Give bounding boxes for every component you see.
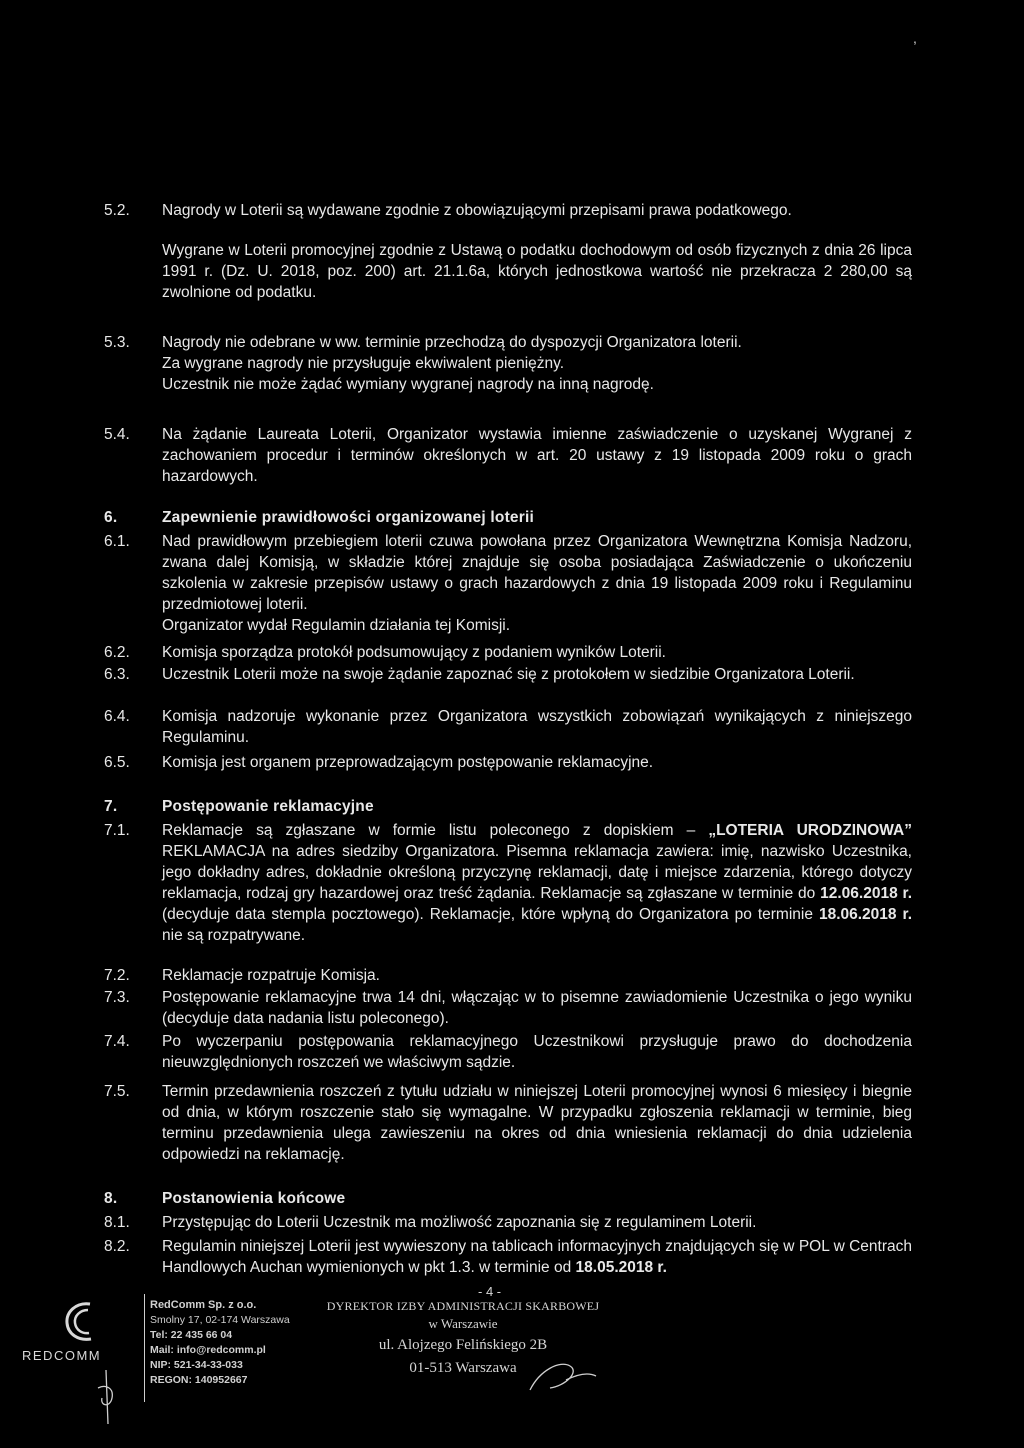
paragraph: Uczestnik Loterii może na swoje żądanie zapoznać się z protokołem w siedzibie Organizatora Loterii. [162,666,855,683]
logo-name: REDCOMM [22,1348,102,1363]
paragraph: Komisja jest organem przeprowadzającym postępowanie reklamacyjne. [162,754,654,771]
paragraph: Nad prawidłowym przebiegiem loterii czuwa powołana przez Organizatora Wewnętrzna Komisja Nadzoru, zwana dalej Komisją, w składzie której znajduje się osoba posiadająca Zaświadczenie o ukończeniu szkolenia w zakresie przepisów ustawy o grach hazardowych z dnia 19 listopada 2009 roku i Regulaminu przedmiotowej loterii. [162,533,912,613]
section-number: 5.3. [104,334,130,351]
section-text [162,1031,912,1073]
stamp-divider [144,1294,145,1402]
section-text [162,706,912,748]
emphasized-text: 12.06.2018 r. [820,885,912,902]
stamp-tel: Tel: 22 435 66 04 [150,1329,233,1341]
section-text [162,965,912,986]
text-run: REKLAMACJA na adres siedziby Organizatora. Pisemna reklamacja zawiera: imię, nazwisko Uczestnika, jego dokładny adres, dokładnie określoną przyczynę reklamacji, datę i miejsce zdarzenia, którego dotyczy reklamacja, rodzaj gry hazardowej oraz treść żądania. Reklamacje są zgłaszane w terminie do [162,843,912,902]
section-number: 7.2. [104,967,130,984]
section-text [162,752,912,773]
page-footer [0,1280,1024,1448]
stamp-address: Smolny 17, 02-174 Warszawa [150,1314,290,1326]
paragraph: Wygrane w Loterii promocyjnej zgodnie z Ustawą o podatku dochodowym od osób fizycznych z dnia 26 lipca 1991 r. (Dz. U. 2018, poz. 200) art. 21.1.6a, których jednostkowa wartość nie przekracza 2 280,00 są zwolnione od podatku. [162,242,912,301]
section-text [162,240,912,303]
office-street: ul. Alojzego Felińskiego 2B [378,1337,548,1353]
section-number: 5.4. [104,426,130,443]
section-number: 7. [104,798,118,815]
stamp-mail: Mail: info@redcomm.pl [150,1344,266,1356]
section-text [162,642,912,663]
section-text [162,664,912,685]
section-text [162,987,912,1029]
section-number: 7.4. [104,1033,130,1050]
paragraph: Na żądanie Laureata Loterii, Organizator wystawia imienne zaświadczenie o uzyskanej Wygranej z zachowaniem procedur i terminów określonych w art. 20 ustawy z 19 listopada 2009 roku o grach hazardowych. [162,426,912,485]
paragraph: Postępowanie reklamacyjne [162,798,374,815]
emphasized-text: 18.05.2018 r. [575,1259,667,1276]
paragraph: Organizator wydał Regulamin działania tej Komisji. [162,617,511,634]
paragraph: Komisja nadzoruje wykonanie przez Organizatora wszystkich zobowiązań wynikających z niniejszego Regulaminu. [162,708,912,746]
section-number: 7.5. [104,1083,130,1100]
section-number: 6.4. [104,708,130,725]
paragraph: Postępowanie reklamacyjne trwa 14 dni, włączając w to pisemne zawiadomienie Uczestnika o jego wyniku (decyduje data nadania listu poleconego). [162,989,912,1027]
paragraph: Zapewnienie prawidłowości organizowanej loterii [162,509,534,526]
section-text [162,507,912,528]
paragraph: Uczestnik nie może żądać wymiany wygranej nagrody na inną nagrodę. [162,376,654,393]
text-run: (decyduje data stempla pocztowego). Reklamacje, które wpłyną do Organizatora po terminie [162,906,819,923]
section-text [162,200,912,221]
office-city: w Warszawie [428,1316,498,1331]
company-logo [22,1298,132,1426]
paragraph: Po wyczerpaniu postępowania reklamacyjnego Uczestnikowi przysługuje prawo do dochodzenia nieuwzględnionych roszczeń we właściwym sądzie. [162,1033,912,1071]
stamp-regon: REGON: 140952667 [150,1374,248,1386]
office-postal: 01-513 Warszawa [409,1360,517,1376]
stamp-nip: NIP: 521-34-33-033 [150,1359,243,1371]
section-text [162,796,912,817]
section-text [162,424,912,487]
text-run: Regulamin niniejszej Loterii jest wywieszony na tablicach informacyjnych znajdujących się w POL w Centrach Handlowych Auchan wymienionych w pkt 1.3. w terminie od [162,1238,912,1276]
emphasized-text: 18.06.2018 r. [818,906,913,923]
section-number: 6. [104,509,118,526]
paragraph: Komisja sporządza protokół podsumowujący z podaniem wyników Loterii. [162,644,666,661]
corner-mark: , [913,30,917,46]
section-text [162,820,912,946]
page-number: - 4 - [478,1284,502,1299]
section-number: 8.1. [104,1214,130,1231]
paragraph: Za wygrane nagrody nie przysługuje ekwiwalent pieniężny. [162,355,565,372]
office-title: DYREKTOR IZBY ADMINISTRACJI SKARBOWEJ [326,1299,600,1313]
section-text [162,1188,912,1209]
section-number: 8.2. [104,1238,130,1255]
emphasized-text: „LOTERIA URODZINOWA” [708,822,912,839]
paragraph: Postanowienia końcowe [162,1190,346,1207]
redcomm-logo-icon [58,1298,108,1346]
section-text [162,1081,912,1165]
paragraph: Przystępując do Loterii Uczestnik ma możliwość zapoznania się z regulaminem Loterii. [162,1214,757,1231]
text-run: Reklamacje są zgłaszane w formie listu poleconego z dopiskiem – [162,822,709,839]
section-number: 7.3. [104,989,130,1006]
paragraph: Termin przedawnienia roszczeń z tytułu udziału w niniejszej Loterii promocyjnej wynosi 6 miesięcy i biegnie od dnia, w którym roszczenie stało się wymagalne. W przypadku zgłoszenia reklamacji w terminie, bieg terminu przedawnienia ulega zawieszeniu na okres od dnia wniesienia reklamacji do dnia udzielenia odpowiedzi na reklamację. [162,1083,912,1163]
section-number: 7.1. [104,822,130,839]
section-number: 6.5. [104,754,130,771]
paragraph: Reklamacje rozpatruje Komisja. [162,967,380,984]
signature-icon [92,1368,132,1428]
section-text [162,1236,912,1278]
section-text [162,332,912,395]
paragraph: Nagrody nie odebrane w ww. terminie przechodzą do dyspozycji Organizatora loterii. [162,334,742,351]
section-number: 6.2. [104,644,130,661]
section-number: 8. [104,1190,118,1207]
paragraph: Nagrody w Loterii są wydawane zgodnie z obowiązującymi przepisami prawa podatkowego. [162,202,792,219]
section-number: 6.3. [104,666,130,683]
text-run: nie są rozpatrywane. [162,927,306,944]
section-number: 5.2. [104,202,130,219]
stamp-company-name: RedComm Sp. z o.o. [150,1299,257,1311]
section-text [162,1212,912,1233]
company-stamp [150,1298,310,1388]
section-number: 6.1. [104,533,130,550]
office-signature-icon [470,1350,600,1400]
section-text [162,531,912,636]
